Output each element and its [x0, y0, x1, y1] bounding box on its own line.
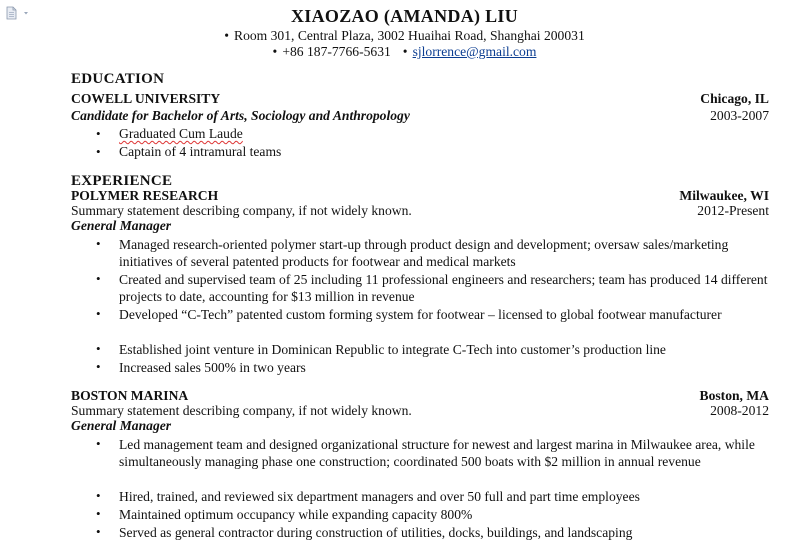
job-bullet: Created and supervised team of 25 including 11 professional engineers and researchers; team has produced 14 different projects to date, accounting for $13 million in revenue [119, 272, 768, 304]
job-bullet: Increased sales 500% in two years [119, 360, 306, 375]
job-location: Boston, MA [699, 388, 769, 403]
job-bullet: Developed “C-Tech” patented custom forming system for footwear – licensed to global footwear manufacturer [119, 307, 722, 322]
job-bullet: Established joint venture in Dominican Republic to integrate C-Tech into customer’s production line [119, 342, 666, 357]
bullet-dot: • [96, 271, 101, 286]
bullet-dot: • [96, 236, 101, 251]
education-bullet-text: Graduated Cum Laude [119, 126, 243, 141]
contact-phone-email-line [0, 44, 809, 60]
job-title: General Manager [71, 218, 172, 233]
education-dates: 2003-2007 [710, 108, 769, 123]
job-bullet: Served as general contractor during construction of utilities, docks, buildings, and landscaping [119, 525, 633, 540]
bullet-dot: • [96, 144, 101, 159]
bullet-dot: • [402, 44, 408, 59]
bullet-dot: • [96, 524, 101, 539]
education-heading: EDUCATION [71, 71, 165, 87]
bullet-dot: • [96, 126, 101, 141]
job-org: POLYMER RESEARCH [71, 188, 219, 203]
education-bullet: Captain of 4 intramural teams [119, 144, 282, 159]
phone: +86 187-7766-5631 [282, 44, 391, 59]
candidate-name: XIAOZAO (AMANDA) LIU [291, 6, 518, 26]
bullet-dot: • [96, 359, 101, 374]
education-org: COWELL UNIVERSITY [71, 91, 221, 106]
job-title: General Manager [71, 418, 172, 433]
bullet-dot: • [272, 44, 278, 59]
job-bullet: Hired, trained, and reviewed six department managers and over 50 full and part time employees [119, 489, 640, 504]
bullet-dot: • [96, 306, 101, 321]
job-dates: 2008-2012 [710, 403, 769, 418]
bullet-dot: • [96, 341, 101, 356]
education-degree: Candidate for Bachelor of Arts, Sociology and Anthropology [71, 108, 410, 123]
job-bullet: Led management team and designed organizational structure for newest and largest marina in Milwaukee area, while simultaneously managing phase one construction; coordinated 500 boats with $2 million in annual revenue [119, 437, 755, 469]
bullet-dot: • [96, 488, 101, 503]
address: Room 301, Central Plaza, 3002 Huaihai Road, Shanghai 200031 [234, 28, 585, 43]
bullet-dot: • [96, 506, 101, 521]
bullet-dot: • [224, 28, 229, 43]
education-bullet [119, 126, 243, 142]
job-location: Milwaukee, WI [679, 188, 769, 203]
bullet-dot: • [96, 436, 101, 451]
job-summary: Summary statement describing company, if not widely known. [71, 403, 412, 418]
job-bullet: Maintained optimum occupancy while expanding capacity 800% [119, 507, 473, 522]
job-bullet: Managed research-oriented polymer start-up through product design and development; oversaw sales/marketing initiatives of several patented products for footwear and medical markets [119, 237, 729, 269]
education-location: Chicago, IL [700, 91, 769, 106]
email-link[interactable]: sjlorrence@gmail.com [412, 44, 537, 59]
job-dates: 2012-Present [697, 203, 769, 218]
job-summary: Summary statement describing company, if not widely known. [71, 203, 412, 218]
experience-heading: EXPERIENCE [71, 173, 173, 189]
contact-address-line [0, 28, 809, 44]
job-org: BOSTON MARINA [71, 388, 189, 403]
